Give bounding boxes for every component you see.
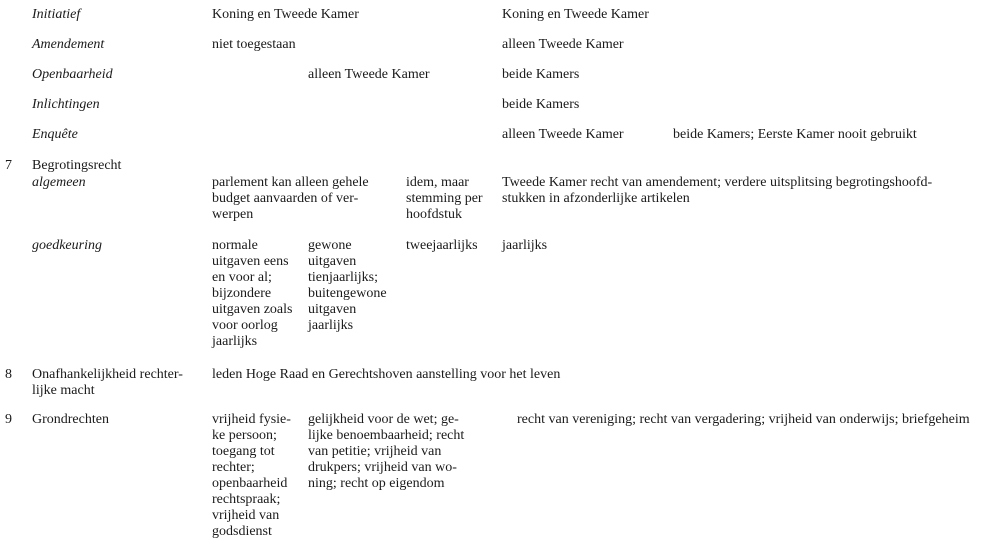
enquete-col-d: beide Kamers; Eerste Kamer nooit gebruikt	[673, 127, 917, 142]
row-label-grondrechten: Grondrechten	[32, 412, 109, 427]
row-label-onafhankelijkheid: Onafhankelijkheid rechter- lijke macht	[32, 367, 183, 398]
row-label-initiatief: Initiatief	[32, 7, 81, 22]
goedkeuring-col-a2: gewone uitgaven tienjaarlijks; buitengewone uitgaven jaarlijks	[308, 238, 387, 333]
algemeen-col-b: idem, maar stemming per hoofdstuk	[406, 175, 483, 222]
grondrechten-col-c: recht van vereniging; recht van vergadering; vrijheid van onderwijs; briefgeheim	[517, 412, 970, 427]
goedkeuring-col-b: tweejaarlijks	[406, 238, 478, 253]
row-label-begrotingsrecht: Begrotingsrecht	[32, 158, 122, 173]
goedkeuring-col-c: jaarlijks	[502, 238, 548, 253]
initiatief-col-a: Koning en Tweede Kamer	[212, 7, 359, 22]
grondrechten-col-a1: vrijheid fysie- ke persoon; toegang tot rechter; openbaarheid rechtspraak; vrijheid van godsdienst	[212, 412, 291, 539]
inlichtingen-col-c: beide Kamers	[502, 97, 580, 112]
row-label-amendement: Amendement	[32, 37, 105, 52]
algemeen-col-a: parlement kan alleen gehele budget aanvaarden of ver- werpen	[212, 175, 369, 222]
row-number-9: 9	[5, 412, 12, 427]
enquete-col-c: alleen Tweede Kamer	[502, 127, 624, 142]
initiatief-col-c: Koning en Tweede Kamer	[502, 7, 649, 22]
row-number-7: 7	[5, 158, 12, 173]
openbaarheid-col-c: beide Kamers	[502, 67, 580, 82]
row-label-enquete: Enquête	[32, 127, 78, 142]
amendement-col-c: alleen Tweede Kamer	[502, 37, 624, 52]
algemeen-col-c: Tweede Kamer recht van amendement; verdere uitsplitsing begrotingshoofd- stukken in afzonderlijke artikelen	[502, 175, 933, 206]
amendement-col-a: niet toegestaan	[212, 37, 296, 52]
row-number-8: 8	[5, 367, 12, 382]
row-label-inlichtingen: Inlichtingen	[32, 97, 100, 112]
row-label-algemeen: algemeen	[32, 175, 86, 190]
goedkeuring-col-a1: normale uitgaven eens en voor al; bijzondere uitgaven zoals voor oorlog jaarlijks	[212, 238, 293, 349]
grondrechten-col-a2: gelijkheid voor de wet; ge- lijke benoembaarheid; recht van petitie; vrijheid van drukpers; vrijheid van wo- ning; recht op eigendom	[308, 412, 465, 491]
onafhankelijkheid-col-a: leden Hoge Raad en Gerechtshoven aanstelling voor het leven	[212, 367, 561, 382]
row-label-openbaarheid: Openbaarheid	[32, 67, 113, 82]
openbaarheid-col-b: alleen Tweede Kamer	[308, 67, 430, 82]
row-label-goedkeuring: goedkeuring	[32, 238, 102, 253]
